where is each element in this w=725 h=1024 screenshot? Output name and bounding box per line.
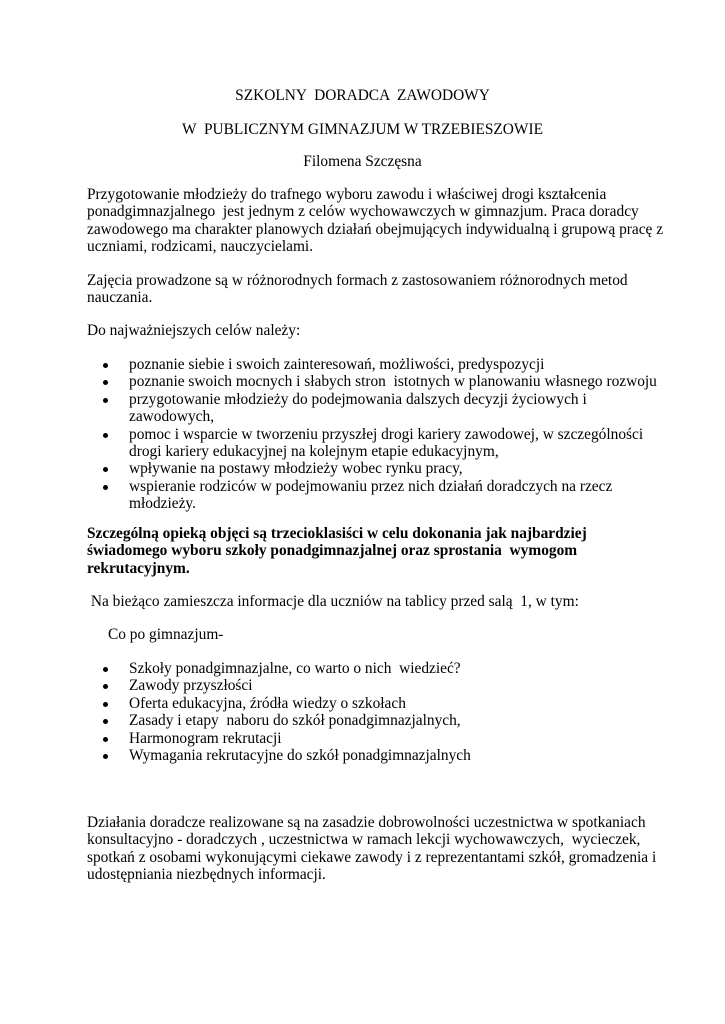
list-item-text: wpływanie na postawy młodzieży wobec rynku pracy, (129, 460, 463, 478)
intro-paragraph (87, 186, 664, 256)
closing-paragraph (87, 814, 657, 884)
emphasis-line: rekrutacyjnym. (87, 559, 190, 577)
list-item-text: Szkoły ponadgimnazjalne, co warto o nich wiedzieć? (129, 660, 461, 677)
list-item-text: pomoc i wsparcie w tworzeniu przyszłej drogi kariery zawodowej, w szczególności (129, 425, 644, 443)
list-item (87, 660, 647, 677)
list-item-text: Zasady i etapy naboru do szkół ponadgimnazjalnych, (129, 712, 461, 730)
goals-list (87, 356, 657, 513)
closing-line: udostępniania niezbędnych informacji. (87, 866, 326, 884)
methods-paragraph (87, 272, 647, 307)
goals-heading (87, 322, 647, 339)
intro-line: uczniami, rodzicami, nauczycielami. (87, 238, 314, 256)
board-info-paragraph (87, 593, 647, 610)
closing-line: spotkań z osobami wykonującymi ciekawe zawody i z reprezentantami szkół, gromadzenia i (87, 848, 657, 866)
bullet-icon (103, 737, 108, 742)
bullet-icon (103, 363, 108, 368)
goals-heading-text: Do najważniejszych celów należy: (87, 322, 301, 339)
bullet-icon (103, 684, 108, 689)
board-heading-text: Co po gimnazjum- (108, 626, 224, 643)
list-item (87, 747, 647, 764)
intro-line: zawodowego ma charakter planowych działań obejmujących indywidualną i grupową pracę z (87, 220, 664, 238)
bullet-icon (103, 754, 108, 759)
list-item (87, 426, 647, 461)
bullet-icon (103, 398, 108, 403)
list-item-text: drogi kariery edukacyjnej na kolejnym etapie edukacyjnym, (129, 443, 499, 461)
list-item-text: zawodowych, (129, 408, 215, 426)
list-item-text: Harmonogram rekrutacji (129, 729, 282, 747)
list-item (87, 677, 647, 694)
board-heading (108, 626, 668, 643)
list-item (87, 391, 647, 426)
list-item (87, 356, 647, 373)
closing-line: konsultacyjno - doradczych , uczestnictwa w ramach lekcji wychowawczych, wycieczek, (87, 831, 641, 849)
bullet-icon (103, 702, 108, 707)
list-item-text: wspieranie rodziców w podejmowaniu przez nich działań doradczych na rzecz (129, 477, 613, 495)
list-item-text: Zawody przyszłości (129, 677, 253, 695)
emphasis-line: świadomego wyboru szkoły ponadgimnazjalnej oraz sprostania wymogom (87, 542, 578, 560)
list-item-text: Oferta edukacyjna, źródła wiedzy o szkołach (129, 694, 406, 712)
methods-line: Zajęcia prowadzone są w różnorodnych formach z zastosowaniem różnorodnych metod (87, 272, 628, 289)
list-item-text: poznanie swoich mocnych i słabych stron istotnych w planowaniu własnego rozwoju (129, 373, 657, 391)
document-title: SZKOLNY DORADCA ZAWODOWY (235, 87, 490, 104)
methods-line: nauczania. (87, 289, 153, 307)
emphasis-paragraph (87, 525, 647, 577)
document-subtitle: W PUBLICZNYM GIMNAZJUM W TRZEBIESZOWIE (182, 121, 543, 138)
intro-line: ponadgimnazjalnego jest jednym z celów wychowawczych w gimnazjum. Praca doradcy (87, 203, 639, 221)
list-item-text: poznanie siebie i swoich zainteresowań, możliwości, predyspozycji (129, 356, 545, 373)
closing-line: Działania doradcze realizowane są na zasadzie dobrowolności uczestnictwa w spotkaniach (87, 814, 646, 831)
list-item-text: młodzieży. (129, 495, 196, 513)
list-item-text: Wymagania rekrutacyjne do szkół ponadgimnazjalnych (129, 747, 471, 765)
list-item (87, 730, 647, 747)
intro-line: Przygotowanie młodzieży do trafnego wyboru zawodu i właściwej drogi kształcenia (87, 186, 607, 203)
bullet-icon (103, 719, 108, 724)
bullet-icon (103, 485, 108, 490)
document-author: Filomena Szczęsna (303, 153, 422, 170)
list-item (87, 712, 647, 729)
board-info-text: Na bieżąco zamieszcza informacje dla uczniów na tablicy przed salą 1, w tym: (87, 593, 579, 610)
bullet-icon (103, 380, 108, 385)
list-item (87, 478, 647, 513)
list-item (87, 695, 647, 712)
bullet-icon (103, 667, 108, 672)
emphasis-line: Szczególną opieką objęci są trzecioklasiści w celu dokonania jak najbardziej (87, 525, 587, 542)
list-item (87, 373, 657, 391)
board-items-list (87, 660, 647, 764)
list-item (87, 460, 647, 477)
bullet-icon (103, 433, 108, 438)
bullet-icon (103, 467, 108, 472)
list-item-text: przygotowanie młodzieży do podejmowania dalszych decyzji życiowych i (129, 390, 587, 408)
